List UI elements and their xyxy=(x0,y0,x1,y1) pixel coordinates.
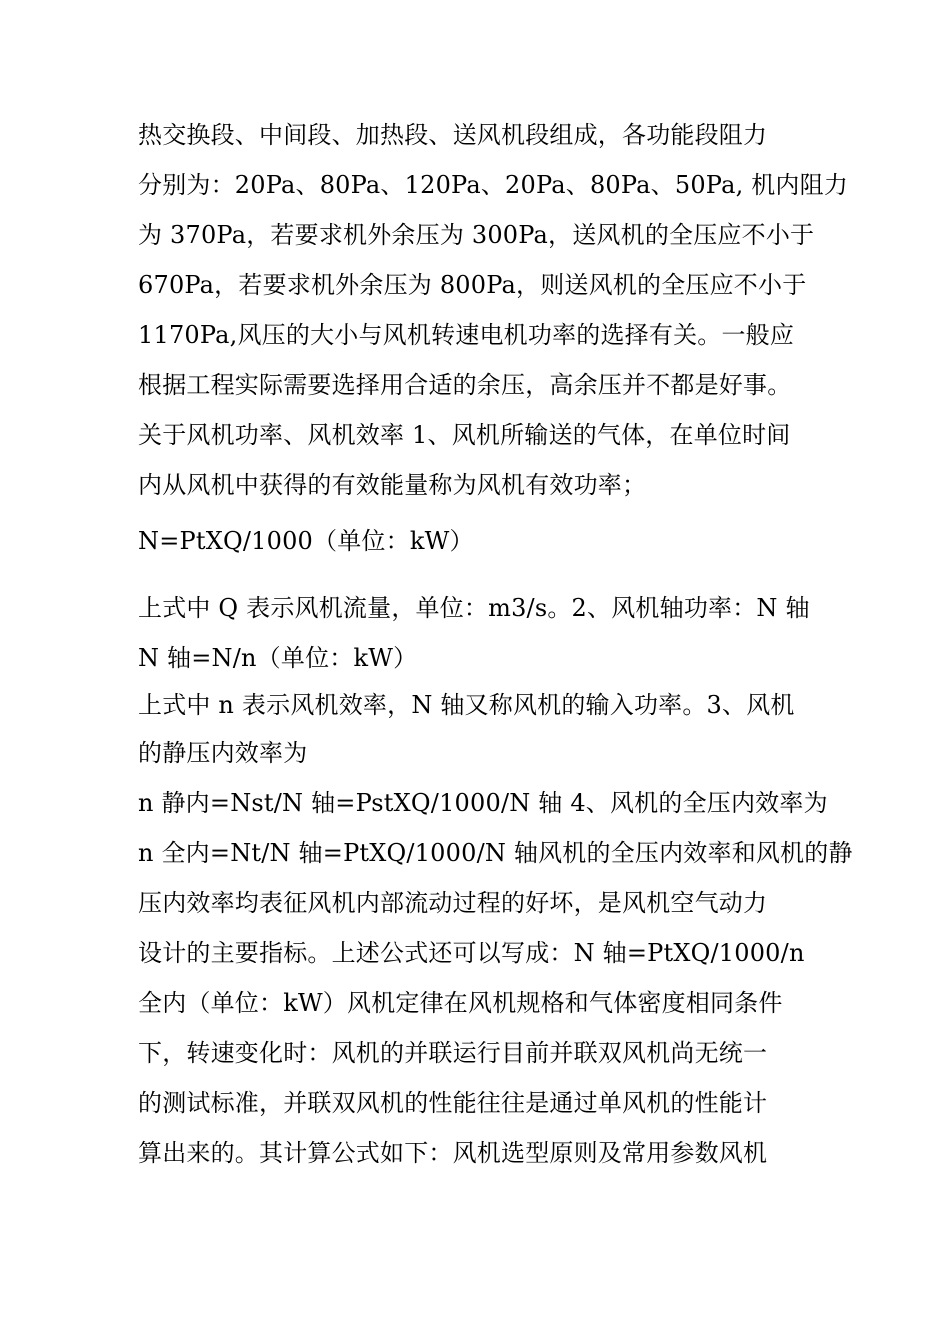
paragraph-line: 1170Pa,风压的大小与风机转速电机功率的选择有关。一般应 xyxy=(138,321,795,349)
formula-line: n 静内=Nst/N 轴=PstXQ/1000/N 轴 4、风机的全压内效率为 xyxy=(138,789,828,817)
paragraph-line: 670Pa，若要求机外余压为 800Pa，则送风机的全压应不小于 xyxy=(138,271,807,299)
paragraph-line: 内从风机中获得的有效能量称为风机有效功率； xyxy=(138,471,647,499)
paragraph-line: 分别为：20Pa、80Pa、120Pa、20Pa、80Pa、50Pa, 机内阻力 xyxy=(138,171,849,199)
paragraph-line: 下，转速变化时：风机的并联运行目前并联双风机尚无统一 xyxy=(138,1039,768,1067)
paragraph-line: 全内（单位：kW）风机定律在风机规格和气体密度相同条件 xyxy=(138,989,783,1017)
paragraph-line: 为 370Pa，若要求机外余压为 300Pa，送风机的全压应不小于 xyxy=(138,221,815,249)
formula-line: N=PtXQ/1000（单位：kW） xyxy=(138,527,474,555)
paragraph-line: 根据工程实际需要选择用合适的余压，高余压并不都是好事。 xyxy=(138,371,792,399)
paragraph-line: 关于风机功率、风机效率 1、风机所输送的气体，在单位时间 xyxy=(138,421,791,449)
paragraph-line: 设计的主要指标。上述公式还可以写成：N 轴=PtXQ/1000/n xyxy=(138,939,805,967)
formula-line: n 全内=Nt/N 轴=PtXQ/1000/N 轴风机的全压内效率和风机的静 xyxy=(138,839,853,867)
paragraph-line: 上式中 Q 表示风机流量，单位：m3/s。2、风机轴功率：N 轴 xyxy=(138,594,810,622)
paragraph-line: 压内效率均表征风机内部流动过程的好坏，是风机空气动力 xyxy=(138,889,768,917)
formula-line: N 轴=N/n（单位：kW） xyxy=(138,644,418,672)
paragraph-line: 热交换段、中间段、加热段、送风机段组成，各功能段阻力 xyxy=(138,121,768,149)
paragraph-line: 的测试标准，并联双风机的性能往往是通过单风机的性能计 xyxy=(138,1089,768,1117)
paragraph-line: 的静压内效率为 xyxy=(138,739,308,767)
paragraph-line: 算出来的。其计算公式如下：风机选型原则及常用参数风机 xyxy=(138,1139,768,1167)
paragraph-line: 上式中 n 表示风机效率，N 轴又称风机的输入功率。3、风机 xyxy=(138,691,795,719)
